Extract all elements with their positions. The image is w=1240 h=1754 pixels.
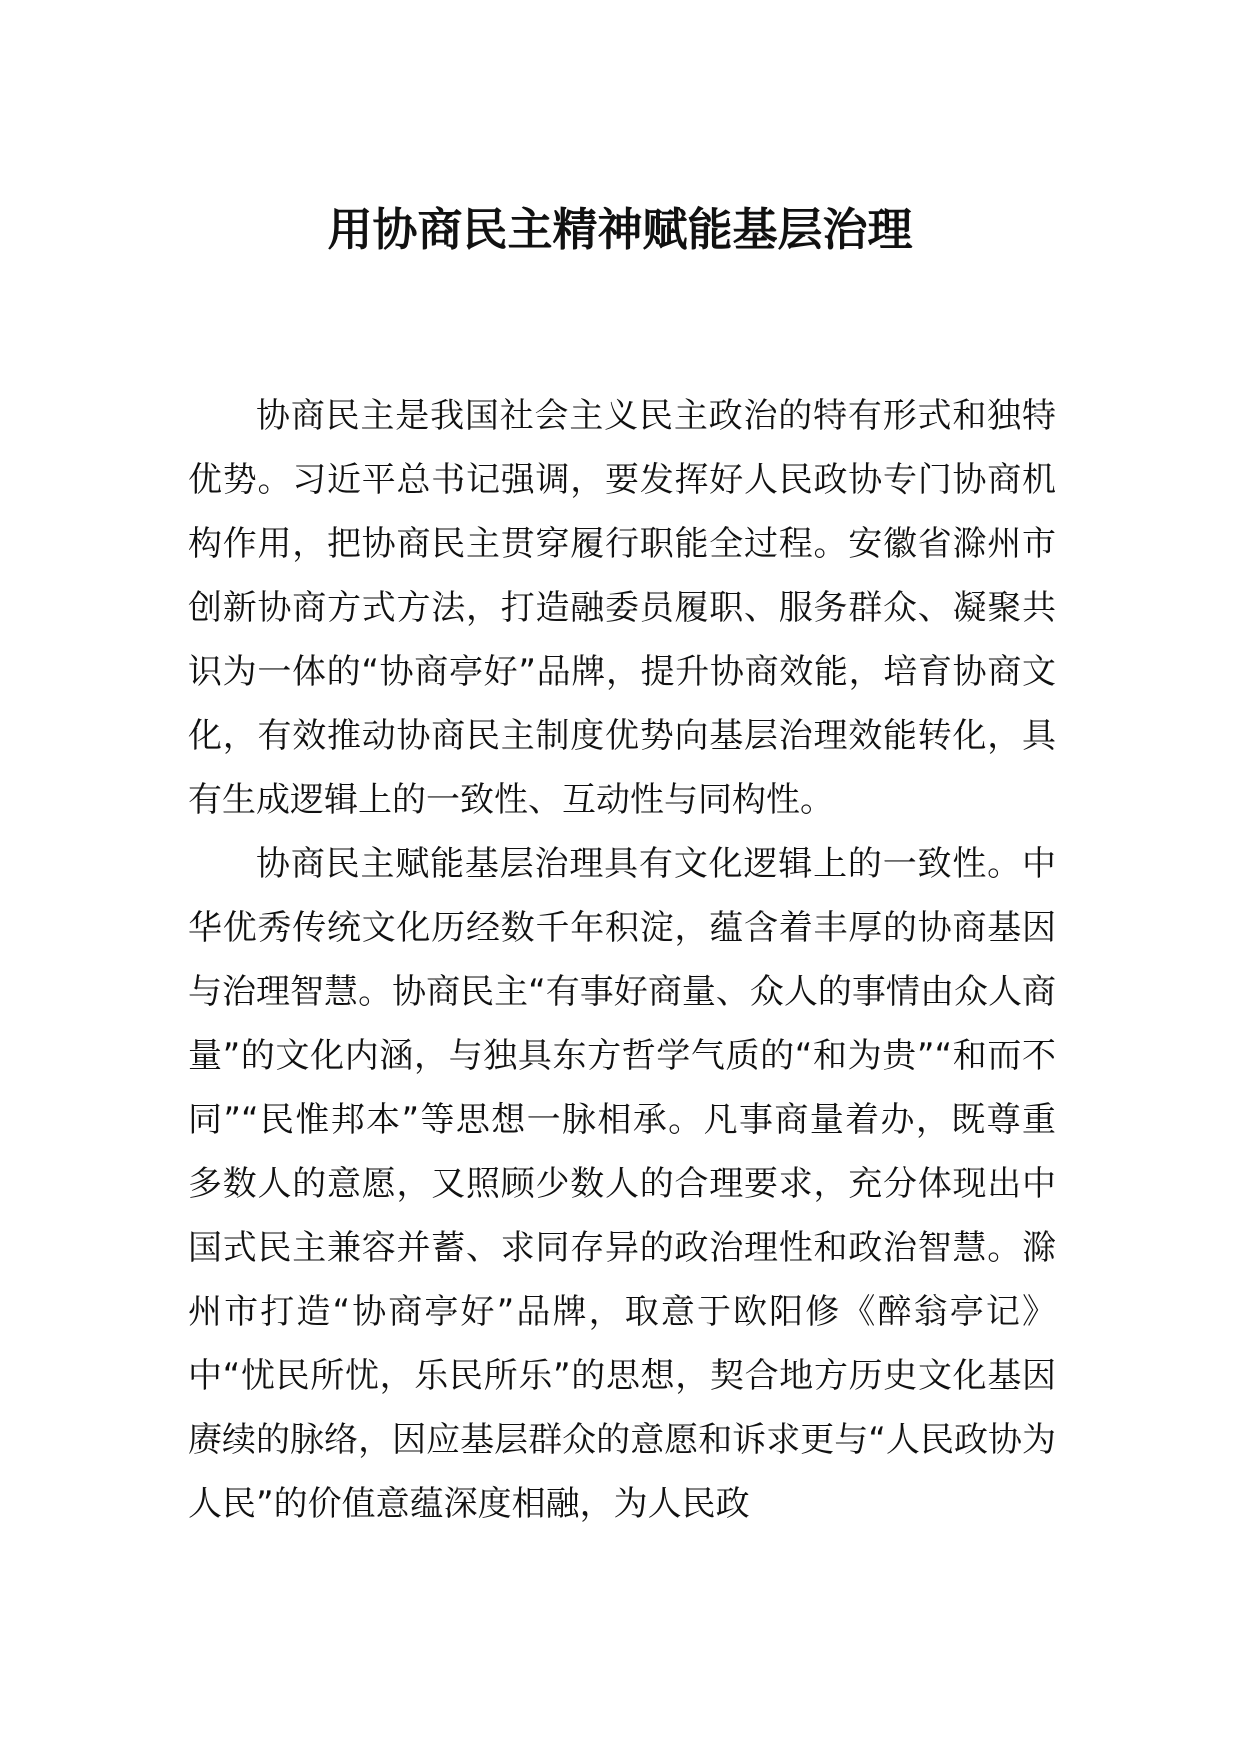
document-title: 用协商民主精神赋能基层治理 xyxy=(327,203,913,256)
paragraph-1: 协商民主是我国社会主义民主政治的特有形式和独特优势。习近平总书记强调，要发挥好人民政协专门协商机构作用，把协商民主贯穿履行职能全过程。安徽省滁州市创新协商方式方法，打造融委员履职、服务群众、凝聚共识为一体的“协商亭好”品牌，提升协商效能，培育协商文化，有效推动协商民主制度优势向基层治理效能转化，具有生成逻辑上的一致性、互动性与同构性。 xyxy=(188,396,1056,820)
paragraph-2: 协商民主赋能基层治理具有文化逻辑上的一致性。中华优秀传统文化历经数千年积淀，蕴含着丰厚的协商基因与治理智慧。协商民主“有事好商量、众人的事情由众人商量”的文化内涵，与独具东方哲学气质的“和为贵”“和而不同”“民惟邦本”等思想一脉相承。凡事商量着办，既尊重多数人的意愿，又照顾少数人的合理要求，充分体现出中国式民主兼容并蓄、求同存异的政治理性和政治智慧。滁州市打造“协商亭好”品牌，取意于欧阳修《醉翁亭记》中“忧民所忧，乐民所乐”的思想，契合地方历史文化基因赓续的脉络，因应基层群众的意愿和诉求更与“人民政协为人民”的价值意蕴深度相融，为人民政 xyxy=(188,844,1056,1524)
document-body xyxy=(188,384,1056,1536)
